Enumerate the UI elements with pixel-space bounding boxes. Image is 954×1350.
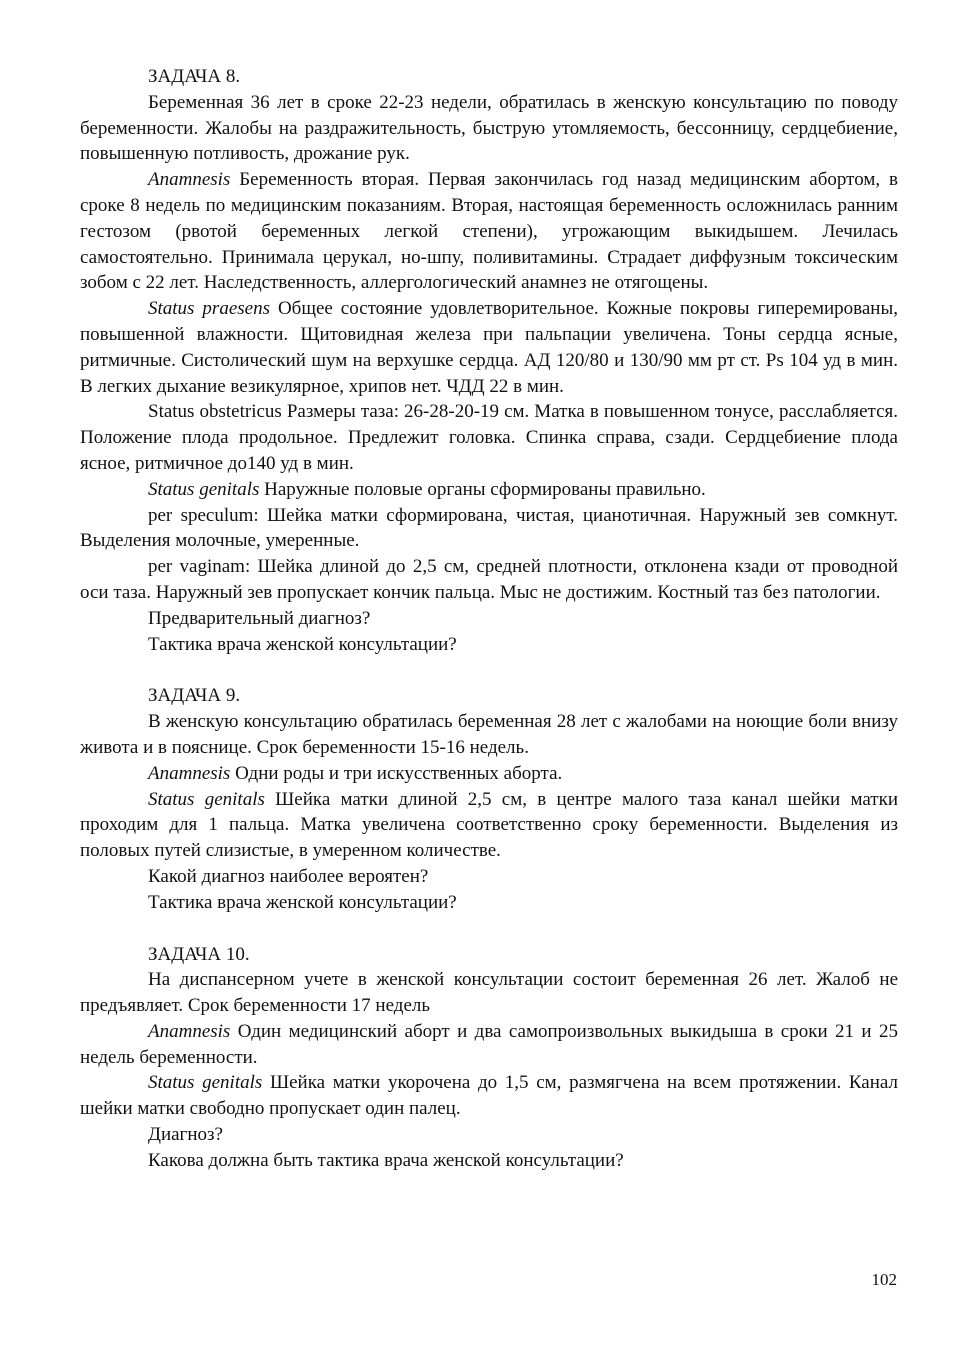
spacer	[80, 657, 898, 683]
task-9-complaints: В женскую консультацию обратилась беременная 28 лет с жалобами на ноющие боли внизу живота и в пояснице. Срок беременности 15-16 недель.	[80, 711, 898, 758]
task-8-title: ЗАДАЧА 8.	[148, 66, 241, 87]
task-8-status-obstetricus: Status obstetricus Размеры таза: 26-28-20-19 см. Матка в повышенном тонусе, расслабляется. Положение плода продольное. Предлежит головка. Спинка справа, сзади. Сердцебиение плода ясное, ритмичное до140 уд в мин.	[80, 401, 898, 474]
task-9-title: ЗАДАЧА 9.	[148, 685, 241, 707]
status-genitals-text: Шейка матки длиной 2,5 см, в центре малого таза канал шейки матки проходим для 1 пальца. Матка увеличена соответственно сроку беременности. Выделения из половых путей слизистые, в умеренном количестве.	[80, 788, 898, 862]
task-8-per-speculum: per speculum: Шейка матки сформирована, чистая, цианотичная. Наружный зев сомкнут. Выделения молочные, умеренные.	[80, 504, 898, 552]
anamnesis-text: Беременность вторая. Первая закончилась год назад медицинским абортом, в сроке 8 недель по медицинским показаниям. Вторая, настоящая беременность осложнилась ранним гестозом (рвотой беременных легкой степени), угрожающим выкидышем. Лечилась самостоятельно. Принимала церукал, но-шпу, поливитамины. Страдает диффузным токсическим зобом с 22 лет. Наследственность, аллергологический анамнез не отягощены.	[80, 169, 898, 294]
task-10-anamnesis	[80, 1019, 898, 1071]
task-8-anamnesis	[80, 167, 898, 296]
status-genitals-label: Status genitals	[148, 788, 265, 810]
anamnesis-label: Anamnesis	[148, 762, 231, 784]
task-10-complaints: На диспансерном учете в женской консультации состоит беременная 26 лет. Жалоб не предъявляет. Срок беременности 17 недель	[80, 969, 898, 1017]
task-9-question-2: Тактика врача женской консультации?	[148, 891, 457, 913]
anamnesis-text: Один медицинский аборт и два самопроизвольных выкидыша в сроки 21 и 25 недель беременности.	[80, 1020, 898, 1068]
status-genitals-text: Шейка матки укорочена до 1,5 см, размягчена на всем протяжении. Канал шейки матки свободно пропускает один палец.	[80, 1072, 898, 1120]
anamnesis-label: Anamnesis	[148, 169, 231, 191]
page-number: 102	[871, 1270, 897, 1289]
task-8-status-praesens	[80, 296, 898, 399]
status-genitals-label: Status genitals	[148, 478, 260, 500]
task-8-per-vaginam: per vaginam: Шейка длиной до 2,5 см, средней плотности, отклонена кзади от проводной оси таза. Наружный зев пропускает кончик пальца. Мыс не достижим. Костный таз без патологии.	[80, 556, 898, 603]
anamnesis-label: Anamnesis	[148, 1020, 231, 1042]
task-8-question-1: Предварительный диагноз?	[148, 607, 371, 629]
task-10-question-2: Какова должна быть тактика врача женской консультации?	[148, 1149, 624, 1171]
task-8-complaints: Беременная 36 лет в сроке 22-23 недели, обратилась в женскую консультацию по поводу беременности. Жалобы на раздражительность, быструю утомляемость, бессонницу, сердцебиение, повышенную потливость, дрожание рук.	[80, 91, 898, 165]
task-9	[80, 683, 898, 915]
status-praesens-text: Общее состояние удовлетворительное. Кожные покровы гиперемированы, повышенной влажности. Щитовидная железа при пальпации увеличена. Тоны сердца ясные, ритмичные. Систолический шум на верхушке сердца. АД 120/80 и 130/90 мм рт ст. Ps 104 уд в мин. В легких дыхание везикулярное, хрипов нет. ЧДД 22 в мин.	[80, 298, 898, 397]
spacer	[80, 916, 898, 942]
task-10	[80, 942, 898, 1174]
task-10-status-genitals	[80, 1070, 898, 1122]
status-genitals-label: Status genitals	[148, 1072, 263, 1094]
task-10-title: ЗАДАЧА 10.	[148, 943, 250, 965]
task-10-question-1: Диагноз?	[148, 1124, 223, 1146]
task-8-status-genitals	[80, 477, 898, 503]
task-9-anamnesis	[80, 761, 898, 787]
task-9-question-1: Какой диагноз наиболее вероятен?	[148, 865, 429, 887]
task-8-question-2: Тактика врача женской консультации?	[148, 633, 457, 655]
status-praesens-label: Status praesens	[148, 298, 270, 320]
task-9-status-genitals	[80, 787, 898, 864]
status-genitals-text: Наружные половые органы сформированы правильно.	[259, 478, 706, 500]
task-8	[80, 64, 898, 657]
document-page	[80, 64, 898, 1174]
anamnesis-text: Одни роды и три искусственных аборта.	[230, 762, 563, 784]
